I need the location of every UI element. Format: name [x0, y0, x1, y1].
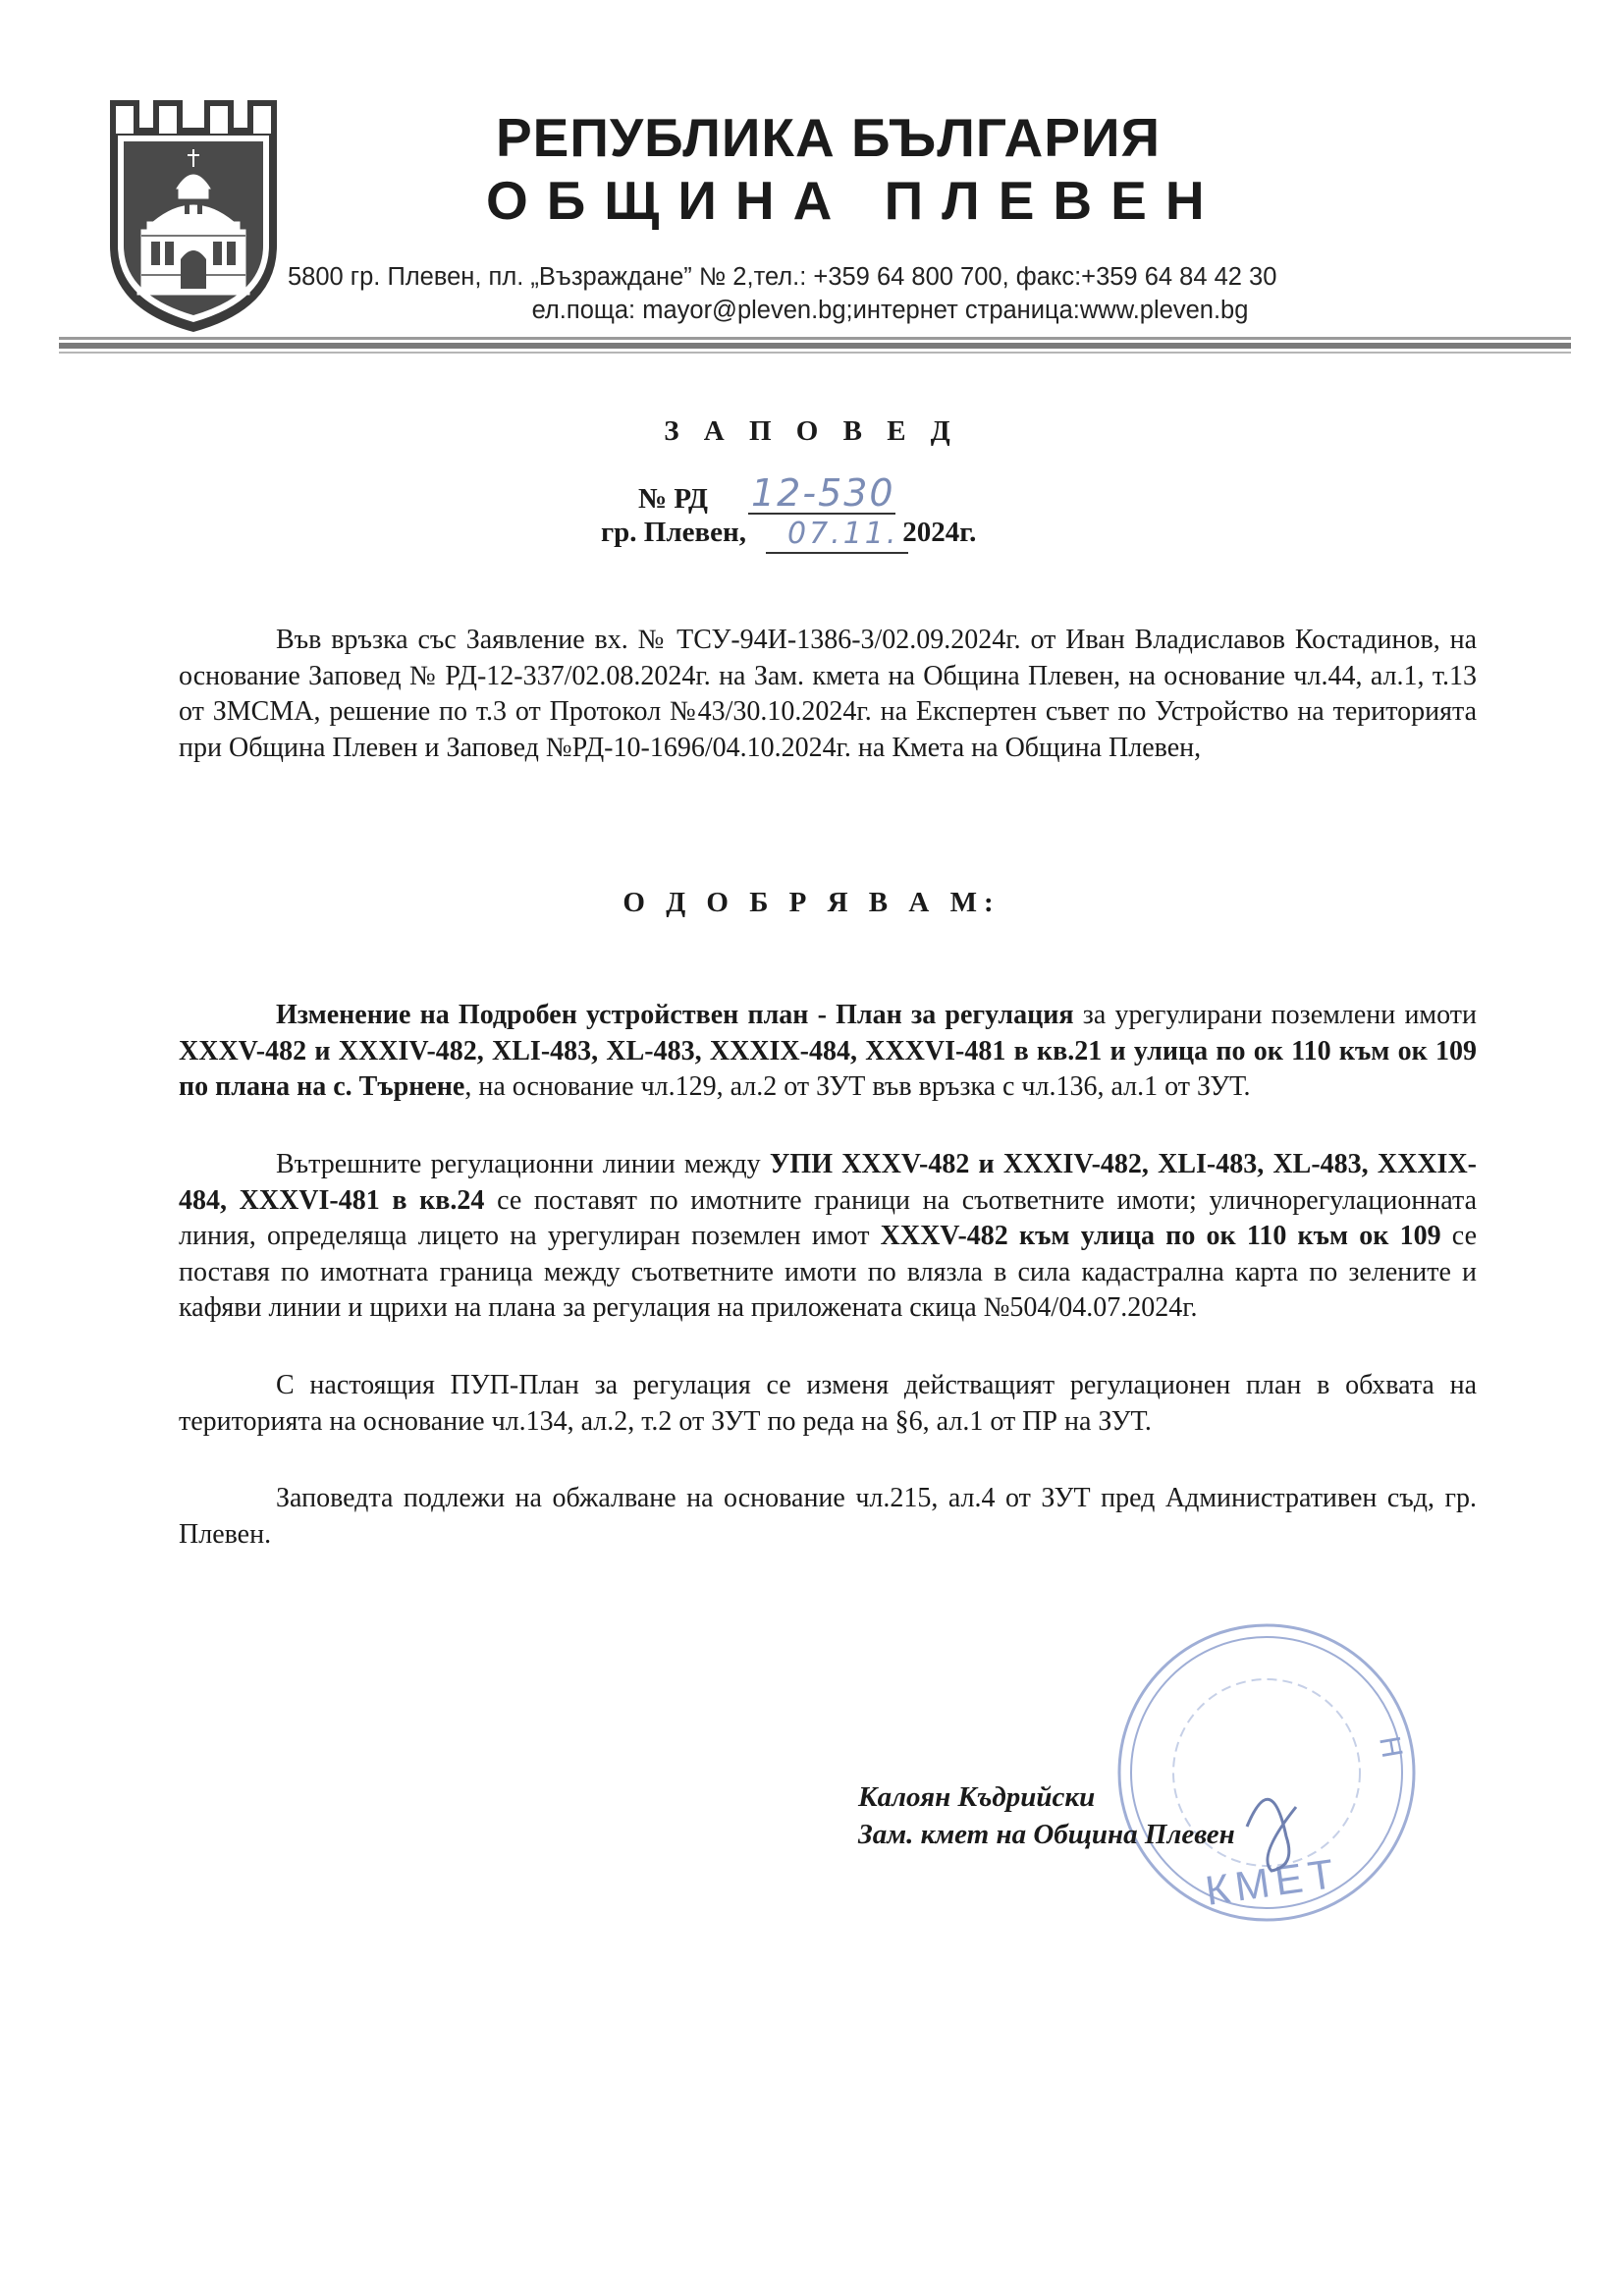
p3-bold-b: XXXV-482 към улица по ок 110 към ок 109	[880, 1221, 1441, 1251]
p2-bold-b: XXXV-482 и XXXIV-482, XLI-483, XL-483, XXXIX-484, XXXVI-481 в кв.21 и улица по ок 110 към ок 109 по плана на с. Търнене	[179, 1035, 1477, 1102]
p5-text: Заповедта подлежи на обжалване на основание чл.215, ал.4 от ЗУТ пред Административен съд, гр. Плевен.	[179, 1483, 1477, 1550]
header-contact-line2: ел.поща: mayor@pleven.bg;интернет страница:www.pleven.bg	[531, 297, 1249, 324]
p4-text: С настоящия ПУП-План за регулация се изменя действащият регулационен план в обхвата на територията на основание чл.134, ал.2, т.2 от ЗУТ по реда на §6, ал.1 от ПР на ЗУТ.	[179, 1370, 1477, 1437]
header-rule-top	[59, 337, 1571, 340]
p3-text-b: се поставят по имотните граници на съответните имоти; уличнорегулационната линия, определяща лицето на урегулиран поземлен имот	[179, 1184, 1477, 1251]
intro-text: Във връзка със Заявление вх. № ТСУ-94И-1386-3/02.09.2024г. от Иван Владиславов Костадинов, на основание Заповед № РД-12-337/02.08.2024г. на Зам. кмета на Община Плевен, на основание чл.44, ал.1, т.13 от ЗМСМА, решение по т.3 от Протокол №43/30.10.2024г. на Експертен съвет по Устройство на територията при Община Плевен и Заповед №РД-10-1696/04.10.2024г. на Кмета на Община Плевен,	[179, 625, 1477, 763]
header-municipality: ОБЩИНА ПЛЕВЕН	[486, 170, 1223, 231]
approve-heading: О Д О Б Р Я В А М:	[622, 887, 1001, 918]
header-rule-middle	[59, 343, 1571, 349]
header-contact-line1: 5800 гр. Плевен, пл. „Възраждане” № 2,тел.: +359 64 800 700, факс:+359 64 84 42 30	[288, 263, 1277, 291]
order-title: З А П О В Е Д	[664, 415, 959, 447]
signatory-position: Зам. кмет на Община Плевен	[858, 1819, 1235, 1850]
p3-bold-a: УПИ XXXV-482 и XXXIV-482, XLI-483, XL-483, XXXIX-484, XXXVI-481 в кв.24	[179, 1149, 1477, 1216]
order-city-prefix: гр. Плевен,	[601, 517, 746, 548]
stamp-word: КМЕТ	[1202, 1849, 1343, 1914]
order-number-field	[748, 471, 895, 515]
signatory	[858, 1778, 1235, 1853]
paragraph-appeal	[179, 1481, 1477, 1553]
header-rule-bottom	[59, 352, 1571, 354]
official-stamp-icon	[1100, 1611, 1424, 1935]
paragraph-amendment	[179, 998, 1477, 1106]
order-date-handwritten: 07.11.	[787, 517, 899, 551]
p2-bold-a: Изменение на Подробен устройствен план - План за регулация	[276, 1000, 1074, 1030]
header-republic: РЕПУБЛИКА БЪЛГАРИЯ	[496, 107, 1162, 168]
paragraph-plan-change	[179, 1368, 1477, 1440]
intro-paragraph	[179, 623, 1477, 766]
p2-text-b: , на основание чл.129, ал.2 от ЗУТ във връзка с чл.136, ал.1 от ЗУТ.	[464, 1071, 1251, 1102]
order-date-field	[766, 519, 908, 554]
p2-text-a: за урегулирани поземлени имоти	[1073, 1000, 1477, 1030]
stamp-letter: Н	[1373, 1733, 1409, 1761]
header-contact-line2-wrap	[0, 297, 1623, 325]
p3-text-a: Вътрешните регулационни линии между	[276, 1149, 770, 1179]
order-number-prefix: № РД	[638, 483, 708, 515]
p3-text-c: се поставя по имотната граница между съответните имоти по влязла в сила кадастрална карта по зелените и кафяви линии и щрихи на плана за регулация на приложената скица №504/04.07.2024г.	[179, 1221, 1477, 1323]
order-year-suffix: 2024г.	[902, 517, 977, 548]
signatory-name: Калоян Къдрийски	[858, 1781, 1096, 1813]
paragraph-regulation-lines	[179, 1147, 1477, 1327]
order-number-handwritten: 12-530	[751, 471, 895, 515]
